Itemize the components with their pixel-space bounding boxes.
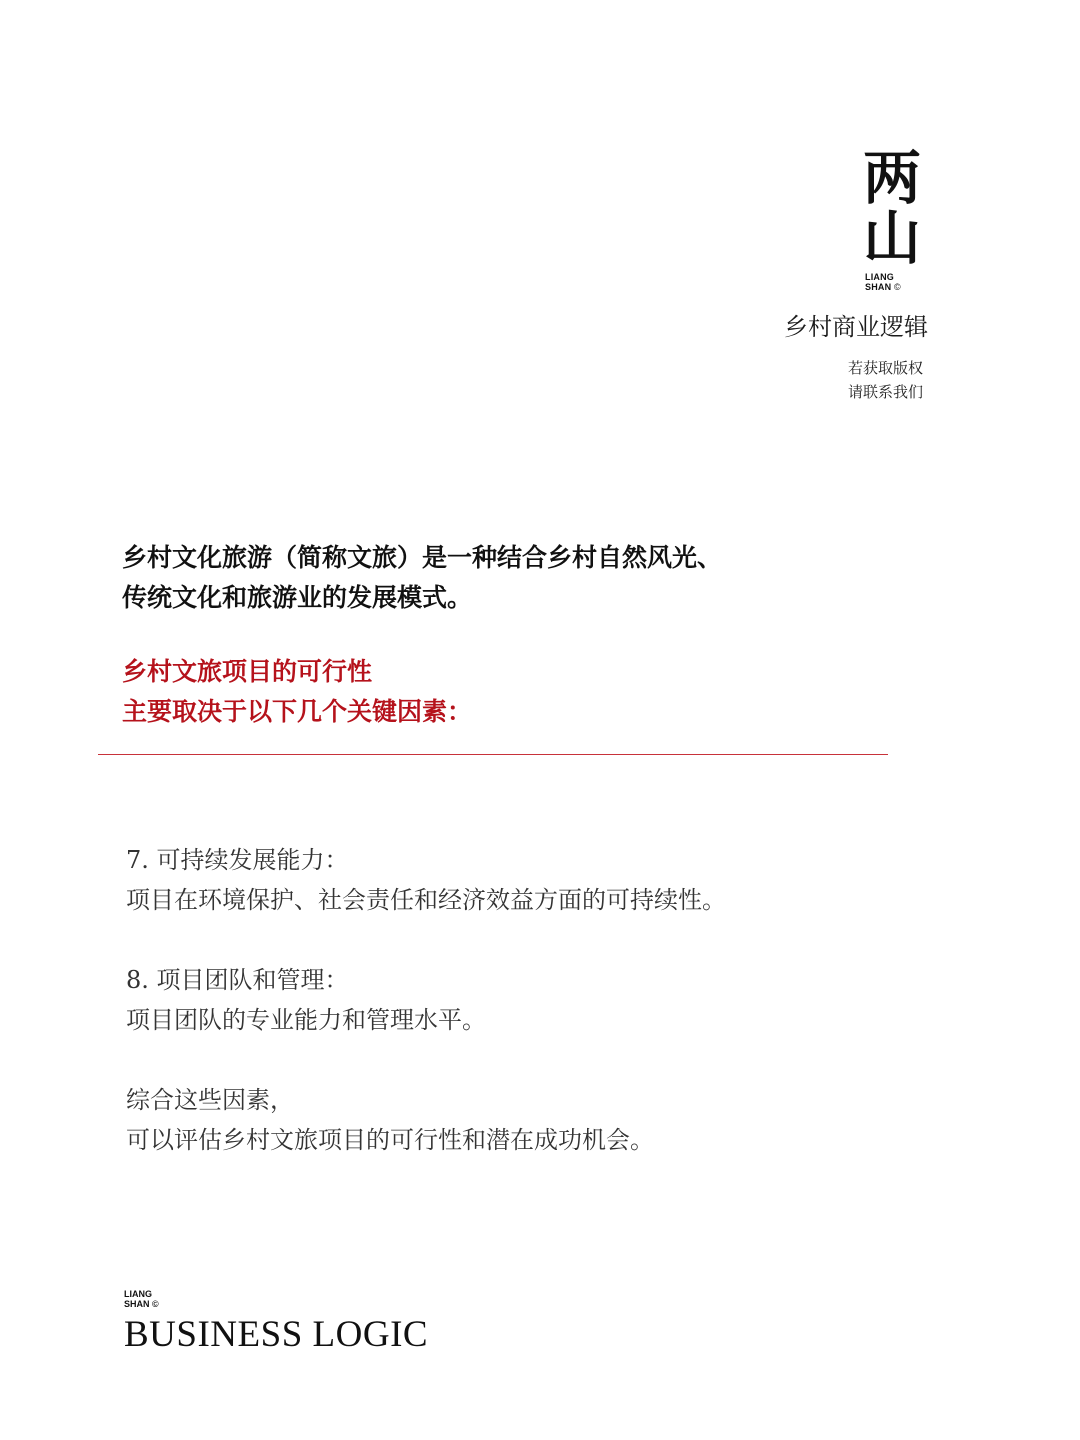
highlight-heading bbox=[122, 652, 882, 732]
brand-wordmark-line-2: SHAN bbox=[865, 282, 892, 292]
factor-detail: 项目在环境保护、社会责任和经济效益方面的可持续性。 bbox=[126, 886, 726, 914]
copyright-note bbox=[848, 356, 923, 404]
intro-paragraph bbox=[122, 538, 882, 618]
list-item bbox=[126, 840, 926, 920]
key-factors-list bbox=[126, 840, 926, 1200]
factor-heading: 8. 项目团队和管理： bbox=[126, 966, 349, 994]
brand-wordmark-line-1: LIANG bbox=[865, 272, 894, 282]
logo-char-liang: 两 bbox=[863, 144, 922, 212]
footer-title: BUSINESS LOGIC bbox=[124, 1314, 429, 1355]
highlight-line-1: 乡村文旅项目的可行性 bbox=[122, 657, 373, 686]
highlight-line-2: 主要取决于以下几个关键因素： bbox=[122, 697, 473, 726]
factor-heading: 7. 可持续发展能力： bbox=[126, 846, 349, 874]
footer-wordmark bbox=[124, 1289, 428, 1309]
footer-brand bbox=[124, 1289, 428, 1357]
footer-wordmark-line-1: LIANG bbox=[124, 1289, 152, 1299]
footer-wordmark-line-2-row bbox=[124, 1299, 428, 1309]
factor-detail: 项目团队的专业能力和管理水平。 bbox=[126, 1006, 486, 1034]
series-title: 乡村商业逻辑 bbox=[784, 313, 928, 341]
list-item bbox=[126, 960, 926, 1040]
copyright-icon: © bbox=[894, 282, 901, 292]
brand-wordmark-line-2-row bbox=[865, 282, 925, 292]
brand-wordmark bbox=[865, 272, 925, 292]
footer-wordmark-line-2: SHAN bbox=[124, 1299, 150, 1309]
brand-logo bbox=[863, 144, 925, 292]
conclusion-heading: 综合这些因素， bbox=[126, 1086, 294, 1114]
conclusion-detail: 可以评估乡村文旅项目的可行性和潜在成功机会。 bbox=[126, 1126, 654, 1154]
logo-char-shan: 山 bbox=[863, 204, 922, 272]
copyright-note-line-1: 若获取版权 bbox=[847, 359, 923, 377]
intro-line-1: 乡村文化旅游（简称文旅）是一种结合乡村自然风光、 bbox=[122, 543, 723, 572]
footer-copyright-icon: © bbox=[152, 1299, 159, 1309]
copyright-note-line-2: 请联系我们 bbox=[847, 383, 923, 401]
conclusion bbox=[126, 1080, 926, 1160]
section-divider bbox=[98, 754, 888, 755]
intro-line-2: 传统文化和旅游业的发展模式。 bbox=[122, 583, 473, 612]
